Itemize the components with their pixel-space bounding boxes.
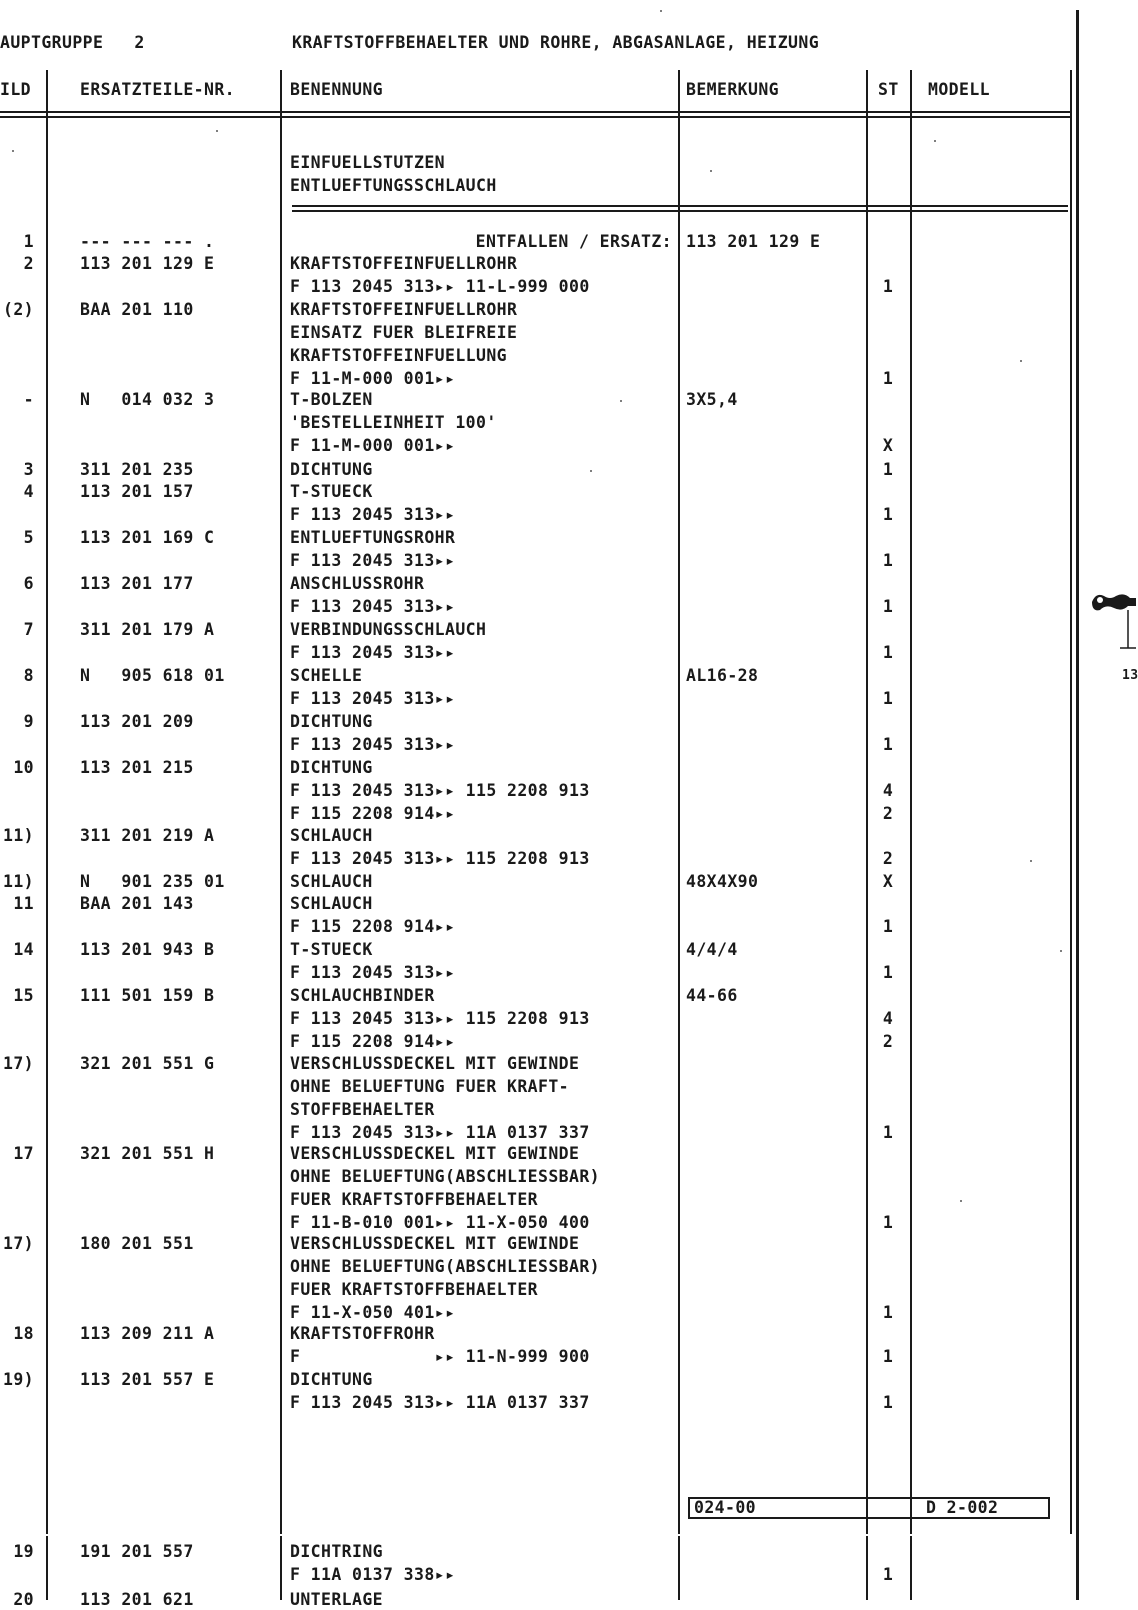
column-divider-continuation [678, 1536, 680, 1600]
cell-st: 1 [882, 1393, 894, 1412]
cell-benennung-detail: F 113 2045 313▸▸ [290, 689, 456, 708]
cell-st: 1 [882, 643, 894, 662]
cell-part-number: 311 201 179 A [80, 620, 215, 639]
cell-st: 2 [882, 1032, 894, 1051]
cell-part-number: 113 201 621 [80, 1590, 194, 1609]
section-rule-bottom [292, 210, 1068, 212]
cell-benennung-detail: F 113 2045 313▸▸ 11-L-999 000 [290, 277, 590, 296]
cell-bild: 5 [23, 528, 34, 547]
cell-benennung-detail: STOFFBEHAELTER [290, 1100, 435, 1119]
cell-benennung-detail: F 113 2045 313▸▸ 115 2208 913 [290, 781, 590, 800]
cell-benennung-detail: F ▸▸ 11-N-999 900 [290, 1347, 590, 1366]
cell-st: 1 [882, 1303, 894, 1322]
column-divider-nr [280, 70, 282, 1534]
cell-bild: 19) [2, 1370, 34, 1389]
cell-part-number: N 014 032 3 [80, 390, 215, 409]
cell-part-number: 321 201 551 G [80, 1054, 215, 1073]
cell-bild: 3 [23, 460, 34, 479]
cell-st: 2 [882, 804, 894, 823]
col-header-st: ST [878, 80, 899, 99]
cell-benennung-detail: F 113 2045 313▸▸ 11A 0137 337 [290, 1123, 590, 1142]
cell-bild: 20 [13, 1590, 34, 1609]
cell-benennung: DICHTUNG [290, 460, 373, 479]
header-rule-bottom [0, 116, 1072, 118]
cell-benennung: KRAFTSTOFFEINFUELLROHR [290, 254, 518, 273]
cell-benennung-detail: F 113 2045 313▸▸ [290, 597, 456, 616]
cell-st: 2 [882, 849, 894, 868]
cell-bemerkung: 48X4X90 [686, 872, 759, 891]
cell-st: 1 [882, 689, 894, 708]
cell-bild: 4 [23, 482, 34, 501]
cell-bild: 11) [2, 872, 34, 891]
cell-benennung: SCHELLE [290, 666, 363, 685]
cell-benennung: VERBINDUNGSSCHLAUCH [290, 620, 487, 639]
cell-part-number: BAA 201 143 [80, 894, 194, 913]
cell-benennung: ENTFALLEN / ERSATZ: [475, 232, 672, 251]
cell-benennung-detail: F 11A 0137 338▸▸ [290, 1565, 456, 1584]
cell-bild: - [23, 390, 34, 409]
cell-benennung: DICHTUNG [290, 1370, 373, 1389]
cell-st: 1 [882, 369, 894, 388]
cell-part-number: N 901 235 01 [80, 872, 225, 891]
cell-st: 1 [882, 551, 894, 570]
cell-bild: 17) [2, 1054, 34, 1073]
cell-benennung-detail: F 113 2045 313▸▸ [290, 643, 456, 662]
cell-st: 4 [882, 1009, 894, 1028]
cell-part-number: BAA 201 110 [80, 300, 194, 319]
column-divider-continuation [280, 1536, 282, 1600]
col-header-ersatzteile-nr: ERSATZTEILE-NR. [80, 80, 236, 99]
cell-benennung-detail: OHNE BELUEFTUNG(ABSCHLIESSBAR) [290, 1167, 601, 1186]
cell-bemerkung: 44-66 [686, 986, 738, 1005]
cell-part-number: 113 201 157 [80, 482, 194, 501]
cell-benennung: KRAFTSTOFFEINFUELLROHR [290, 300, 518, 319]
cell-benennung: DICHTUNG [290, 712, 373, 731]
cell-st: X [882, 872, 894, 891]
col-header-bemerkung: BEMERKUNG [686, 80, 780, 99]
cell-bemerkung: AL16-28 [686, 666, 759, 685]
page-ref: D 2-002 [926, 1498, 999, 1517]
cell-benennung: VERSCHLUSSDECKEL MIT GEWINDE [290, 1144, 580, 1163]
cell-benennung-detail: F 113 2045 313▸▸ 115 2208 913 [290, 1009, 590, 1028]
cell-benennung: DICHTRING [290, 1542, 384, 1561]
cell-bild: 15 [13, 986, 34, 1005]
part-diagram-fragment [1090, 588, 1136, 678]
cell-benennung-detail: EINSATZ FUER BLEIFREIE [290, 323, 518, 342]
cell-benennung-detail: F 113 2045 313▸▸ [290, 735, 456, 754]
cell-part-number: --- --- --- . [80, 232, 215, 251]
cell-part-number: 113 201 557 E [80, 1370, 215, 1389]
cell-benennung: SCHLAUCH [290, 872, 373, 891]
cell-part-number: 113 201 943 B [80, 940, 215, 959]
cell-benennung: UNTERLAGE [290, 1590, 384, 1609]
cell-benennung-detail: F 113 2045 313▸▸ 11A 0137 337 [290, 1393, 590, 1412]
cell-bild: 11 [13, 894, 34, 913]
cell-bild: 8 [23, 666, 34, 685]
cell-st: 1 [882, 277, 894, 296]
cell-benennung-detail: F 11-B-010 001▸▸ 11-X-050 400 [290, 1213, 590, 1232]
cell-benennung-detail: F 113 2045 313▸▸ [290, 963, 456, 982]
cell-benennung-detail: F 11-X-050 401▸▸ [290, 1303, 456, 1322]
cell-bild: 2 [23, 254, 34, 273]
cell-bild: 19 [13, 1542, 34, 1561]
cell-benennung: VERSCHLUSSDECKEL MIT GEWINDE [290, 1054, 580, 1073]
section-heading-line-2: ENTLUEFTUNGSSCHLAUCH [290, 176, 497, 195]
cell-st: 1 [882, 1347, 894, 1366]
header-rule-top [0, 111, 1072, 113]
cell-st: 1 [882, 1213, 894, 1232]
cell-benennung-detail: F 113 2045 313▸▸ [290, 551, 456, 570]
page-code: 024-00 [694, 1498, 757, 1517]
cell-bild: (2) [2, 300, 34, 319]
cell-part-number: 321 201 551 H [80, 1144, 215, 1163]
diagram-label: 13 [1122, 668, 1138, 683]
cell-part-number: 113 201 215 [80, 758, 194, 777]
column-divider-benennung [678, 70, 680, 1534]
col-header-modell: MODELL [928, 80, 991, 99]
cell-benennung: VERSCHLUSSDECKEL MIT GEWINDE [290, 1234, 580, 1253]
cell-benennung-detail: KRAFTSTOFFEINFUELLUNG [290, 346, 508, 365]
cell-benennung-detail: F 11-M-000 001▸▸ [290, 436, 456, 455]
cell-part-number: N 905 618 01 [80, 666, 225, 685]
cell-benennung-detail: F 115 2208 914▸▸ [290, 804, 456, 823]
cell-bild: 6 [23, 574, 34, 593]
cell-bild: 10 [13, 758, 34, 777]
cell-part-number: 113 201 129 E [80, 254, 215, 273]
cell-bild: 11) [2, 826, 34, 845]
cell-benennung-detail: F 113 2045 313▸▸ [290, 505, 456, 524]
cell-part-number: 180 201 551 [80, 1234, 194, 1253]
column-divider-bild [46, 70, 48, 1534]
column-divider-modell [1070, 70, 1072, 1534]
cell-st: 4 [882, 781, 894, 800]
cell-bild: 9 [23, 712, 34, 731]
cell-benennung: T-STUECK [290, 482, 373, 501]
cell-benennung: SCHLAUCH [290, 894, 373, 913]
cell-st: 1 [882, 505, 894, 524]
section-heading-line-1: EINFUELLSTUTZEN [290, 153, 446, 172]
cell-part-number: 113 209 211 A [80, 1324, 215, 1343]
page-reference-box [688, 1497, 1050, 1519]
cell-bemerkung: 113 201 129 E [686, 232, 821, 251]
section-rule-top [292, 205, 1068, 207]
cell-st: 1 [882, 1123, 894, 1142]
cell-benennung: KRAFTSTOFFROHR [290, 1324, 435, 1343]
cell-st: 1 [882, 735, 894, 754]
cell-benennung: T-BOLZEN [290, 390, 373, 409]
column-divider-continuation [46, 1536, 48, 1600]
cell-bild: 17) [2, 1234, 34, 1253]
cell-benennung: T-STUECK [290, 940, 373, 959]
cell-st: 1 [882, 460, 894, 479]
col-header-bild: ILD [0, 80, 32, 99]
cell-part-number: 311 201 219 A [80, 826, 215, 845]
cell-part-number: 191 201 557 [80, 1542, 194, 1561]
cell-bild: 17 [13, 1144, 34, 1163]
column-divider-continuation [910, 1536, 912, 1600]
cell-benennung-detail: F 113 2045 313▸▸ 115 2208 913 [290, 849, 590, 868]
cell-bemerkung: 3X5,4 [686, 390, 738, 409]
cell-benennung: DICHTUNG [290, 758, 373, 777]
col-header-benennung: BENENNUNG [290, 80, 384, 99]
cell-bild: 1 [23, 232, 34, 251]
page-title: KRAFTSTOFFBEHAELTER UND ROHRE, ABGASANLAGE, HEIZUNG [292, 33, 820, 52]
cell-benennung: ANSCHLUSSROHR [290, 574, 425, 593]
cell-st: 1 [882, 1565, 894, 1584]
column-divider-st [910, 70, 912, 1534]
cell-st: 1 [882, 917, 894, 936]
cell-benennung-detail: F 11-M-000 001▸▸ [290, 369, 456, 388]
cell-part-number: 113 201 209 [80, 712, 194, 731]
cell-benennung: ENTLUEFTUNGSROHR [290, 528, 456, 547]
cell-benennung-detail: F 115 2208 914▸▸ [290, 1032, 456, 1051]
cell-st: 1 [882, 963, 894, 982]
cell-benennung: SCHLAUCH [290, 826, 373, 845]
main-group-label: AUPTGRUPPE 2 [0, 33, 145, 52]
cell-benennung: SCHLAUCHBINDER [290, 986, 435, 1005]
cell-bild: 18 [13, 1324, 34, 1343]
column-divider-continuation [866, 1536, 868, 1600]
cell-benennung-detail: OHNE BELUEFTUNG(ABSCHLIESSBAR) [290, 1257, 601, 1276]
cell-bild: 14 [13, 940, 34, 959]
cell-part-number: 113 201 177 [80, 574, 194, 593]
cell-bild: 7 [23, 620, 34, 639]
cell-benennung-detail: FUER KRAFTSTOFFBEHAELTER [290, 1190, 539, 1209]
cell-bemerkung: 4/4/4 [686, 940, 738, 959]
cell-part-number: 311 201 235 [80, 460, 194, 479]
cell-st: 1 [882, 597, 894, 616]
cell-benennung-detail: F 115 2208 914▸▸ [290, 917, 456, 936]
cell-benennung-detail: FUER KRAFTSTOFFBEHAELTER [290, 1280, 539, 1299]
cell-st: X [882, 436, 894, 455]
cell-benennung-detail: 'BESTELLEINHEIT 100' [290, 413, 497, 432]
cell-part-number: 113 201 169 C [80, 528, 215, 547]
cell-benennung-detail: OHNE BELUEFTUNG FUER KRAFT- [290, 1077, 570, 1096]
page-edge-line [1076, 10, 1079, 1600]
cell-part-number: 111 501 159 B [80, 986, 215, 1005]
